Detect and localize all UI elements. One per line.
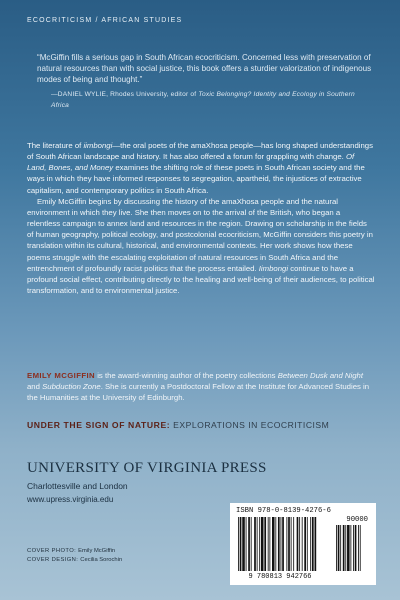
- barcode-addon-bar: [353, 525, 354, 571]
- emphasis-text: iimbongi: [83, 141, 113, 150]
- series-main: UNDER THE SIGN OF NATURE:: [27, 420, 171, 430]
- text-span: The literature of: [27, 141, 84, 150]
- barcode-bar: [272, 517, 275, 571]
- barcode-digits: 9 780813 942766: [248, 573, 312, 581]
- barcode-bar: [293, 517, 294, 571]
- barcode-bar: [312, 517, 314, 571]
- barcode-bar: [259, 517, 260, 571]
- barcode-bar: [282, 517, 284, 571]
- barcode-addon-bar: [358, 525, 359, 571]
- description-paragraph-2: [27, 196, 375, 296]
- publisher-url: www.upress.virginia.edu: [27, 495, 114, 504]
- book-title-inline: Of Land, Bones, and Money: [27, 152, 355, 173]
- barcode-bar: [302, 517, 303, 571]
- barcode-bar: [281, 517, 282, 571]
- barcode-addon-bar: [347, 525, 350, 571]
- publisher-place: Charlottesville and London: [27, 481, 128, 491]
- barcode-bar: [240, 517, 242, 571]
- text-span: is the award-winning author of the poetry collections: [95, 371, 278, 380]
- barcode-bar: [257, 517, 258, 571]
- barcode-bar: [242, 517, 245, 571]
- text-span: examines the shifting role of these poets in South African society and the ways in which they have informed responses to segregation, apartheid, the injustices of extractive capitalism, and contemporary politics in South Africa.: [27, 163, 365, 195]
- barcode-bar: [278, 517, 280, 571]
- publisher-name: UNIVERSITY OF VIRGINIA PRESS: [27, 460, 267, 476]
- barcode-bar: [291, 517, 292, 571]
- barcode-addon-bar: [343, 525, 345, 571]
- author-name: EMILY MCGIFFIN: [27, 371, 96, 380]
- text-span: . She is currently a Postdoctoral Fellow at the Institute for Advanced Studies in the Humanities at the University of Edinburgh.: [27, 382, 370, 403]
- barcode-bar: [246, 517, 247, 571]
- text-span: and: [27, 382, 43, 392]
- credit-label: COVER DESIGN:: [27, 557, 79, 563]
- barcode-addon-bar: [355, 525, 357, 571]
- book-description: [27, 140, 375, 296]
- barcode-bar: [288, 517, 290, 571]
- text-span: Emily McGiffin begins by discussing the history of the amaXhosa people and the natural environment in which they live. She then moves on to the arrival of the British, who began a relentless campaign to annex land and resources in the region. Drawing on scholarship in the fields of human geography, political ecology, and postcolonial ecocriticism, McGiffin considers this poetry in translation within its cultural, historical, and environmental contexts. Her work shows how these poems struggle with the escalating exploitation of natural resources in South Africa and the entrenchment of profoundly racist politics that the process entailed.: [27, 196, 373, 273]
- book-title-inline: Subduction Zone: [42, 382, 101, 392]
- attribution-name: —DANIEL WYLIE, Rhodes University, editor of: [51, 90, 197, 98]
- text-span: continue to have a profound social effect, contributing directly to the healing and well-being of their audiences, to political transformation, and to environmental justice.: [27, 263, 375, 296]
- barcode-bar: [275, 517, 276, 571]
- cover-credits: [27, 547, 122, 565]
- endorsement-quote: [37, 52, 372, 111]
- credit-value: Cecilia Sorochin: [80, 557, 123, 563]
- barcode-bar: [286, 517, 287, 571]
- barcode-addon-bar: [350, 525, 351, 571]
- barcode-bar: [248, 517, 250, 571]
- book-title-inline: Between Dusk and Night: [277, 371, 364, 380]
- barcode-bar: [238, 517, 239, 571]
- credit-label: COVER PHOTO:: [27, 548, 77, 554]
- quote-text: “McGiffin fills a serious gap in South African ecocriticism. Concerned less with preservation of natural resources than with social justice, this book offers a sturdier valorization of indigenous modes of being and thought.”: [37, 53, 372, 85]
- emphasis-text: Iimbongi: [258, 263, 289, 273]
- barcode-bar: [264, 517, 266, 571]
- text-span: —the oral poets of the amaXhosa people—has long shaped understandings of South African landscape and history. It has also offered a forum for grappling with change.: [27, 141, 373, 162]
- barcode-bar: [254, 517, 256, 571]
- barcode-bar: [307, 517, 308, 571]
- isbn-number: ISBN 978-0-8139-4276-6: [236, 507, 331, 515]
- barcode-bar: [251, 517, 252, 571]
- category-label: ECOCRITICISM / AFRICAN STUDIES: [27, 17, 183, 24]
- barcode-bar: [269, 517, 270, 571]
- cover-photo-credit: [27, 547, 122, 556]
- price-code: 90000: [346, 516, 368, 524]
- publisher-block: [27, 460, 267, 504]
- series-sub: EXPLORATIONS IN ECOCRITICISM: [170, 420, 330, 430]
- description-paragraph-1: [27, 140, 375, 196]
- barcode-icon: [236, 517, 370, 573]
- isbn-barcode-panel: [230, 503, 376, 585]
- barcode-addon-bar: [340, 525, 341, 571]
- barcode-bar: [310, 517, 311, 571]
- barcode-bar: [299, 517, 300, 571]
- quote-attribution: [51, 89, 372, 111]
- barcode-bar: [297, 517, 299, 571]
- barcode-bar: [261, 517, 264, 571]
- barcode-addon-bar: [336, 525, 337, 571]
- attribution-book-title: Toxic Belonging? Identity and Ecology in Southern Africa: [51, 90, 355, 109]
- barcode-addon-bar: [338, 525, 340, 571]
- barcode-bar: [315, 517, 317, 571]
- credit-value: Emily McGiffin: [78, 548, 116, 554]
- barcode-bar: [304, 517, 306, 571]
- series-title: [27, 420, 329, 430]
- barcode-addon-bar: [345, 525, 346, 571]
- barcode-addon-bar: [360, 525, 361, 571]
- author-bio: [27, 370, 375, 403]
- cover-design-credit: [27, 556, 122, 565]
- barcode-bar: [268, 517, 269, 571]
